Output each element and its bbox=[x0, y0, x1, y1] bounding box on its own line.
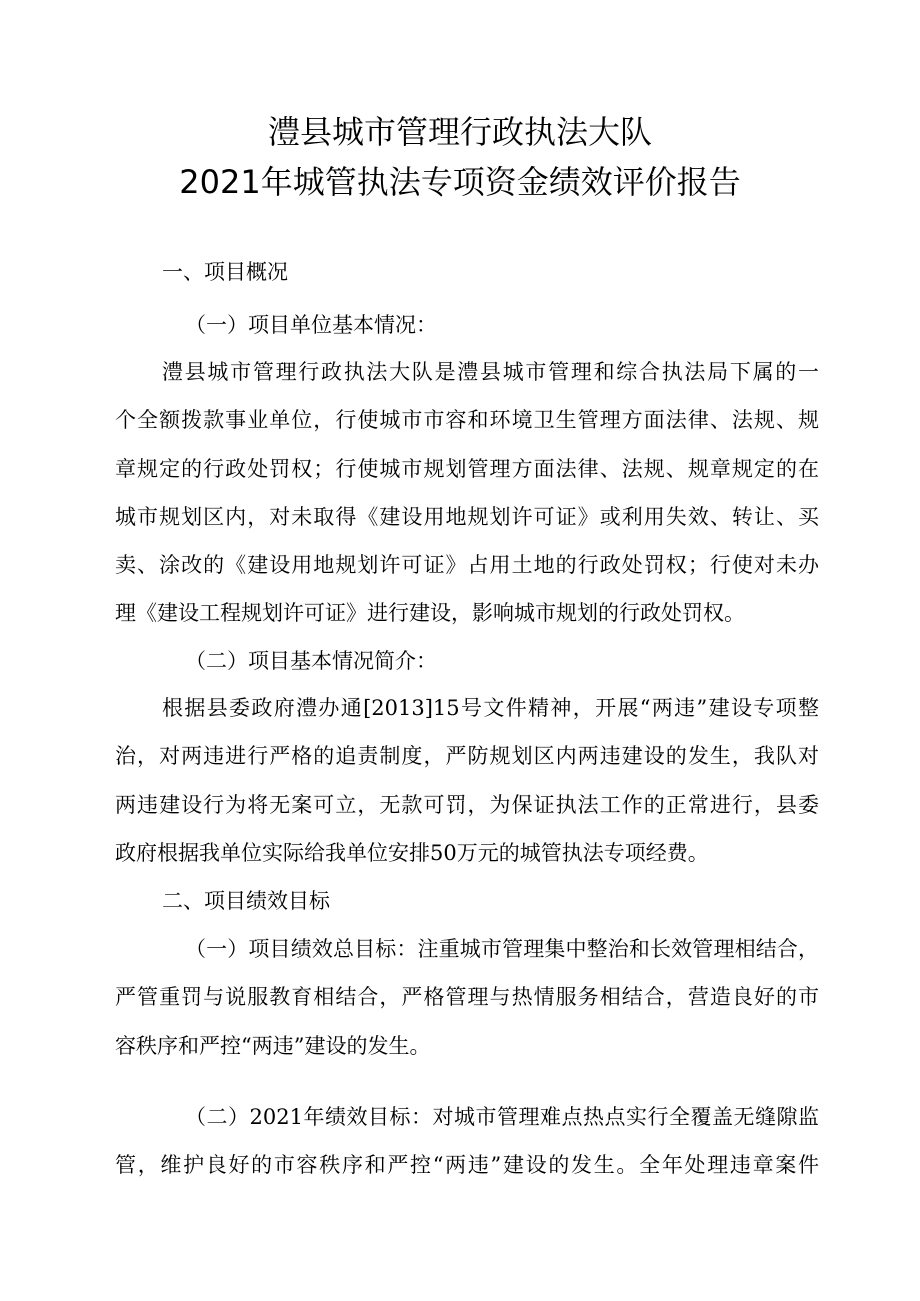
paragraph-line: 理《建设工程规划许可证》进行建设，影响城市规划的行政处罚权。 bbox=[115, 601, 745, 625]
paragraph-line: 根据县委政府澧办通[2013]15号文件精神，开展“两违”建设专项整 bbox=[162, 696, 819, 720]
paragraph-line: 政府根据我单位实际给我单位安排50万元的城管执法专项经费。 bbox=[115, 841, 709, 865]
paragraph-line: 治，对两违进行严格的追责制度，严防规划区内两违建设的发生，我队对 bbox=[115, 744, 819, 768]
paragraph-line: （二）2021年绩效目标：对城市管理难点热点实行全覆盖无缝隙监 bbox=[185, 1105, 819, 1129]
section-heading-1: 一、项目概况 bbox=[162, 260, 288, 284]
paragraph-line: 管，维护良好的市容秩序和严控“两违”建设的发生。全年处理违章案件 bbox=[115, 1153, 819, 1177]
document-title-line-1: 澧县城市管理行政执法大队 bbox=[267, 113, 652, 151]
paragraph-line: 个全额拨款事业单位，行使城市市容和环境卫生管理方面法律、法规、规 bbox=[115, 408, 819, 432]
section-heading-2: 二、项目绩效目标 bbox=[162, 889, 330, 913]
paragraph-line: 严管重罚与说服教育相结合，严格管理与热情服务相结合，营造良好的市 bbox=[115, 985, 819, 1009]
subsection-heading-1-2: （二）项目基本情况简介： bbox=[185, 649, 437, 673]
paragraph-line: 章规定的行政处罚权；行使城市规划管理方面法律、法规、规章规定的在 bbox=[115, 457, 819, 481]
paragraph-line: 卖、涂改的《建设用地规划许可证》占用土地的行政处罚权；行使对未办 bbox=[115, 553, 819, 577]
document-title-line-2: 2021年城管执法专项资金绩效评价报告 bbox=[179, 163, 741, 201]
paragraph-line: 容秩序和严控“两违”建设的发生。 bbox=[115, 1034, 431, 1058]
paragraph-line: 两违建设行为将无案可立，无款可罚，为保证执法工作的正常进行，县委 bbox=[115, 793, 819, 817]
paragraph-line: 澧县城市管理行政执法大队是澧县城市管理和综合执法局下属的一 bbox=[162, 360, 819, 384]
paragraph-line: 城市规划区内，对未取得《建设用地规划许可证》或利用失效、转让、买 bbox=[115, 505, 819, 529]
subsection-heading-1-1: （一）项目单位基本情况： bbox=[185, 313, 437, 337]
paragraph-line: （一）项目绩效总目标：注重城市管理集中整治和长效管理相结合， bbox=[185, 937, 819, 961]
